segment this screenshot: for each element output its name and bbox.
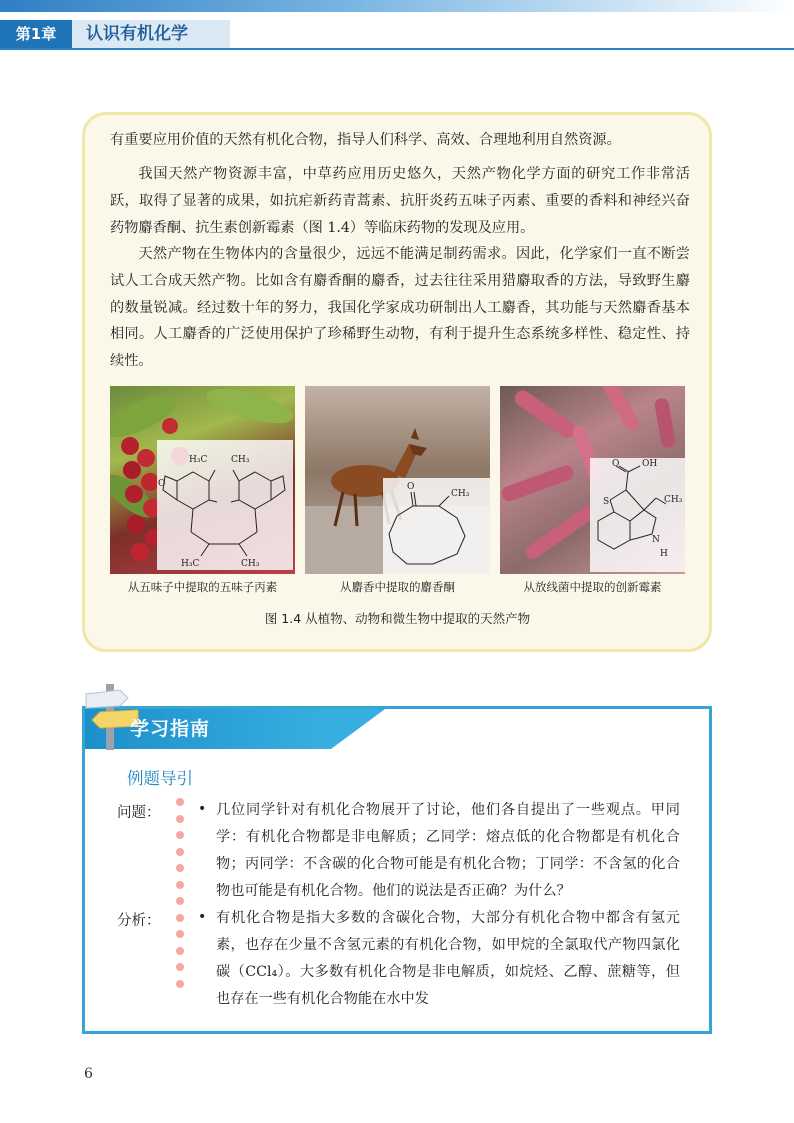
s1-label-tl: H₃C	[189, 455, 208, 465]
analysis-bullet: •	[198, 909, 207, 925]
s1-label-o: O	[158, 479, 166, 489]
s2-label-o: O	[407, 482, 415, 492]
schisandrin-c-molecule	[157, 440, 293, 570]
header-divider	[0, 48, 794, 50]
header-gradient-bar	[0, 0, 794, 12]
s3-label-o: O	[612, 459, 620, 469]
page-number: 6	[84, 1066, 93, 1082]
muscone-molecule	[383, 478, 490, 574]
analysis-label: 分析：	[117, 913, 161, 929]
caption-muscone: 从麝香中提取的麝香酮	[340, 580, 455, 594]
question-bullet: •	[198, 801, 207, 817]
s3-label-oh: OH	[642, 459, 658, 469]
caption-creatmycin: 从放线菌中提取的创新霉素	[523, 580, 662, 594]
musk-deer-photo	[305, 386, 490, 574]
actinomycete-photo	[500, 386, 685, 574]
dotted-divider	[176, 798, 186, 996]
s3-label-ch3: CH₃	[664, 495, 683, 505]
reading-paragraph-3: 天然产物在生物体内的含量很少，远远不能满足制药需求。因此，化学家们一直不断尝试人工合成天然产物。比如含有麝香酮的麝香，过去往往采用猎麝取香的方法，导致野生麝的数量锐减。经过数十年的努力，我国化学家成功研制出人工麝香，其功能与天然麝香基本相同。人工麝香的广泛使用保护了珍稀野生动物，有利于提升生态系统多样性、稳定性、持续性。	[110, 246, 690, 370]
s1-label-br: CH₃	[241, 559, 260, 569]
s3-label-s: S	[603, 497, 610, 507]
figure-title: 图 1.4 从植物、动物和微生物中提取的天然产物	[264, 611, 531, 626]
question-label: 问题：	[117, 805, 161, 821]
analysis-text: 有机化合物是指大多数的含碳化合物，大部分有机化合物中都含有氢元素，也存在少量不含氢元素的有机化合物，如甲烷的全氯取代产物四氯化碳（CCl₄）。大多数有机化合物是非电解质，如烷烃、乙醇、蔗糖等，但也存在一些有机化合物能在水中发	[216, 910, 680, 1007]
schisandrin-c-structure	[157, 440, 293, 570]
reading-paragraph-1: 有重要应用价值的天然有机化合物，指导人们科学、高效、合理地利用自然资源。	[110, 132, 621, 148]
reading-paragraph-2: 我国天然产物资源丰富，中草药应用历史悠久，天然产物化学方面的研究工作非常活跃，取得了显著的成果，如抗疟新药青蒿素、抗肝炎药五味子丙素、重要的香料和神经兴奋药物麝香酮、抗生素创新霉素（图 1.4）等临床药物的发现及应用。	[110, 166, 690, 236]
study-guide-title: 学习指南	[130, 718, 211, 740]
chapter-tag: 第1章	[0, 20, 72, 48]
muscone-structure	[383, 478, 490, 574]
question-text: 几位同学针对有机化合物展开了讨论，他们各自提出了一些观点。甲同学：有机化合物都是非电解质；乙同学：熔点低的化合物都是有机化合物；丙同学：不含碳的化合物可能是有机化合物；丁同学：不含氢的化合物也可能是有机化合物。他们的说法是否正确？为什么？	[216, 802, 680, 899]
s1-label-bl: H₃C	[181, 559, 200, 569]
creatmycin-structure	[590, 458, 685, 572]
s3-label-n: N	[652, 535, 660, 545]
chapter-title: 认识有机化学	[72, 20, 230, 48]
s1-label-tr: CH₃	[231, 455, 250, 465]
caption-schisandrin: 从五味子中提取的五味子丙素	[127, 580, 278, 594]
s3-label-h: H	[660, 549, 668, 559]
s2-label-ch3: CH₃	[451, 489, 470, 499]
creatmycin-molecule	[590, 458, 685, 572]
example-heading: 例题导引	[127, 769, 193, 788]
schisandra-photo	[110, 386, 295, 574]
